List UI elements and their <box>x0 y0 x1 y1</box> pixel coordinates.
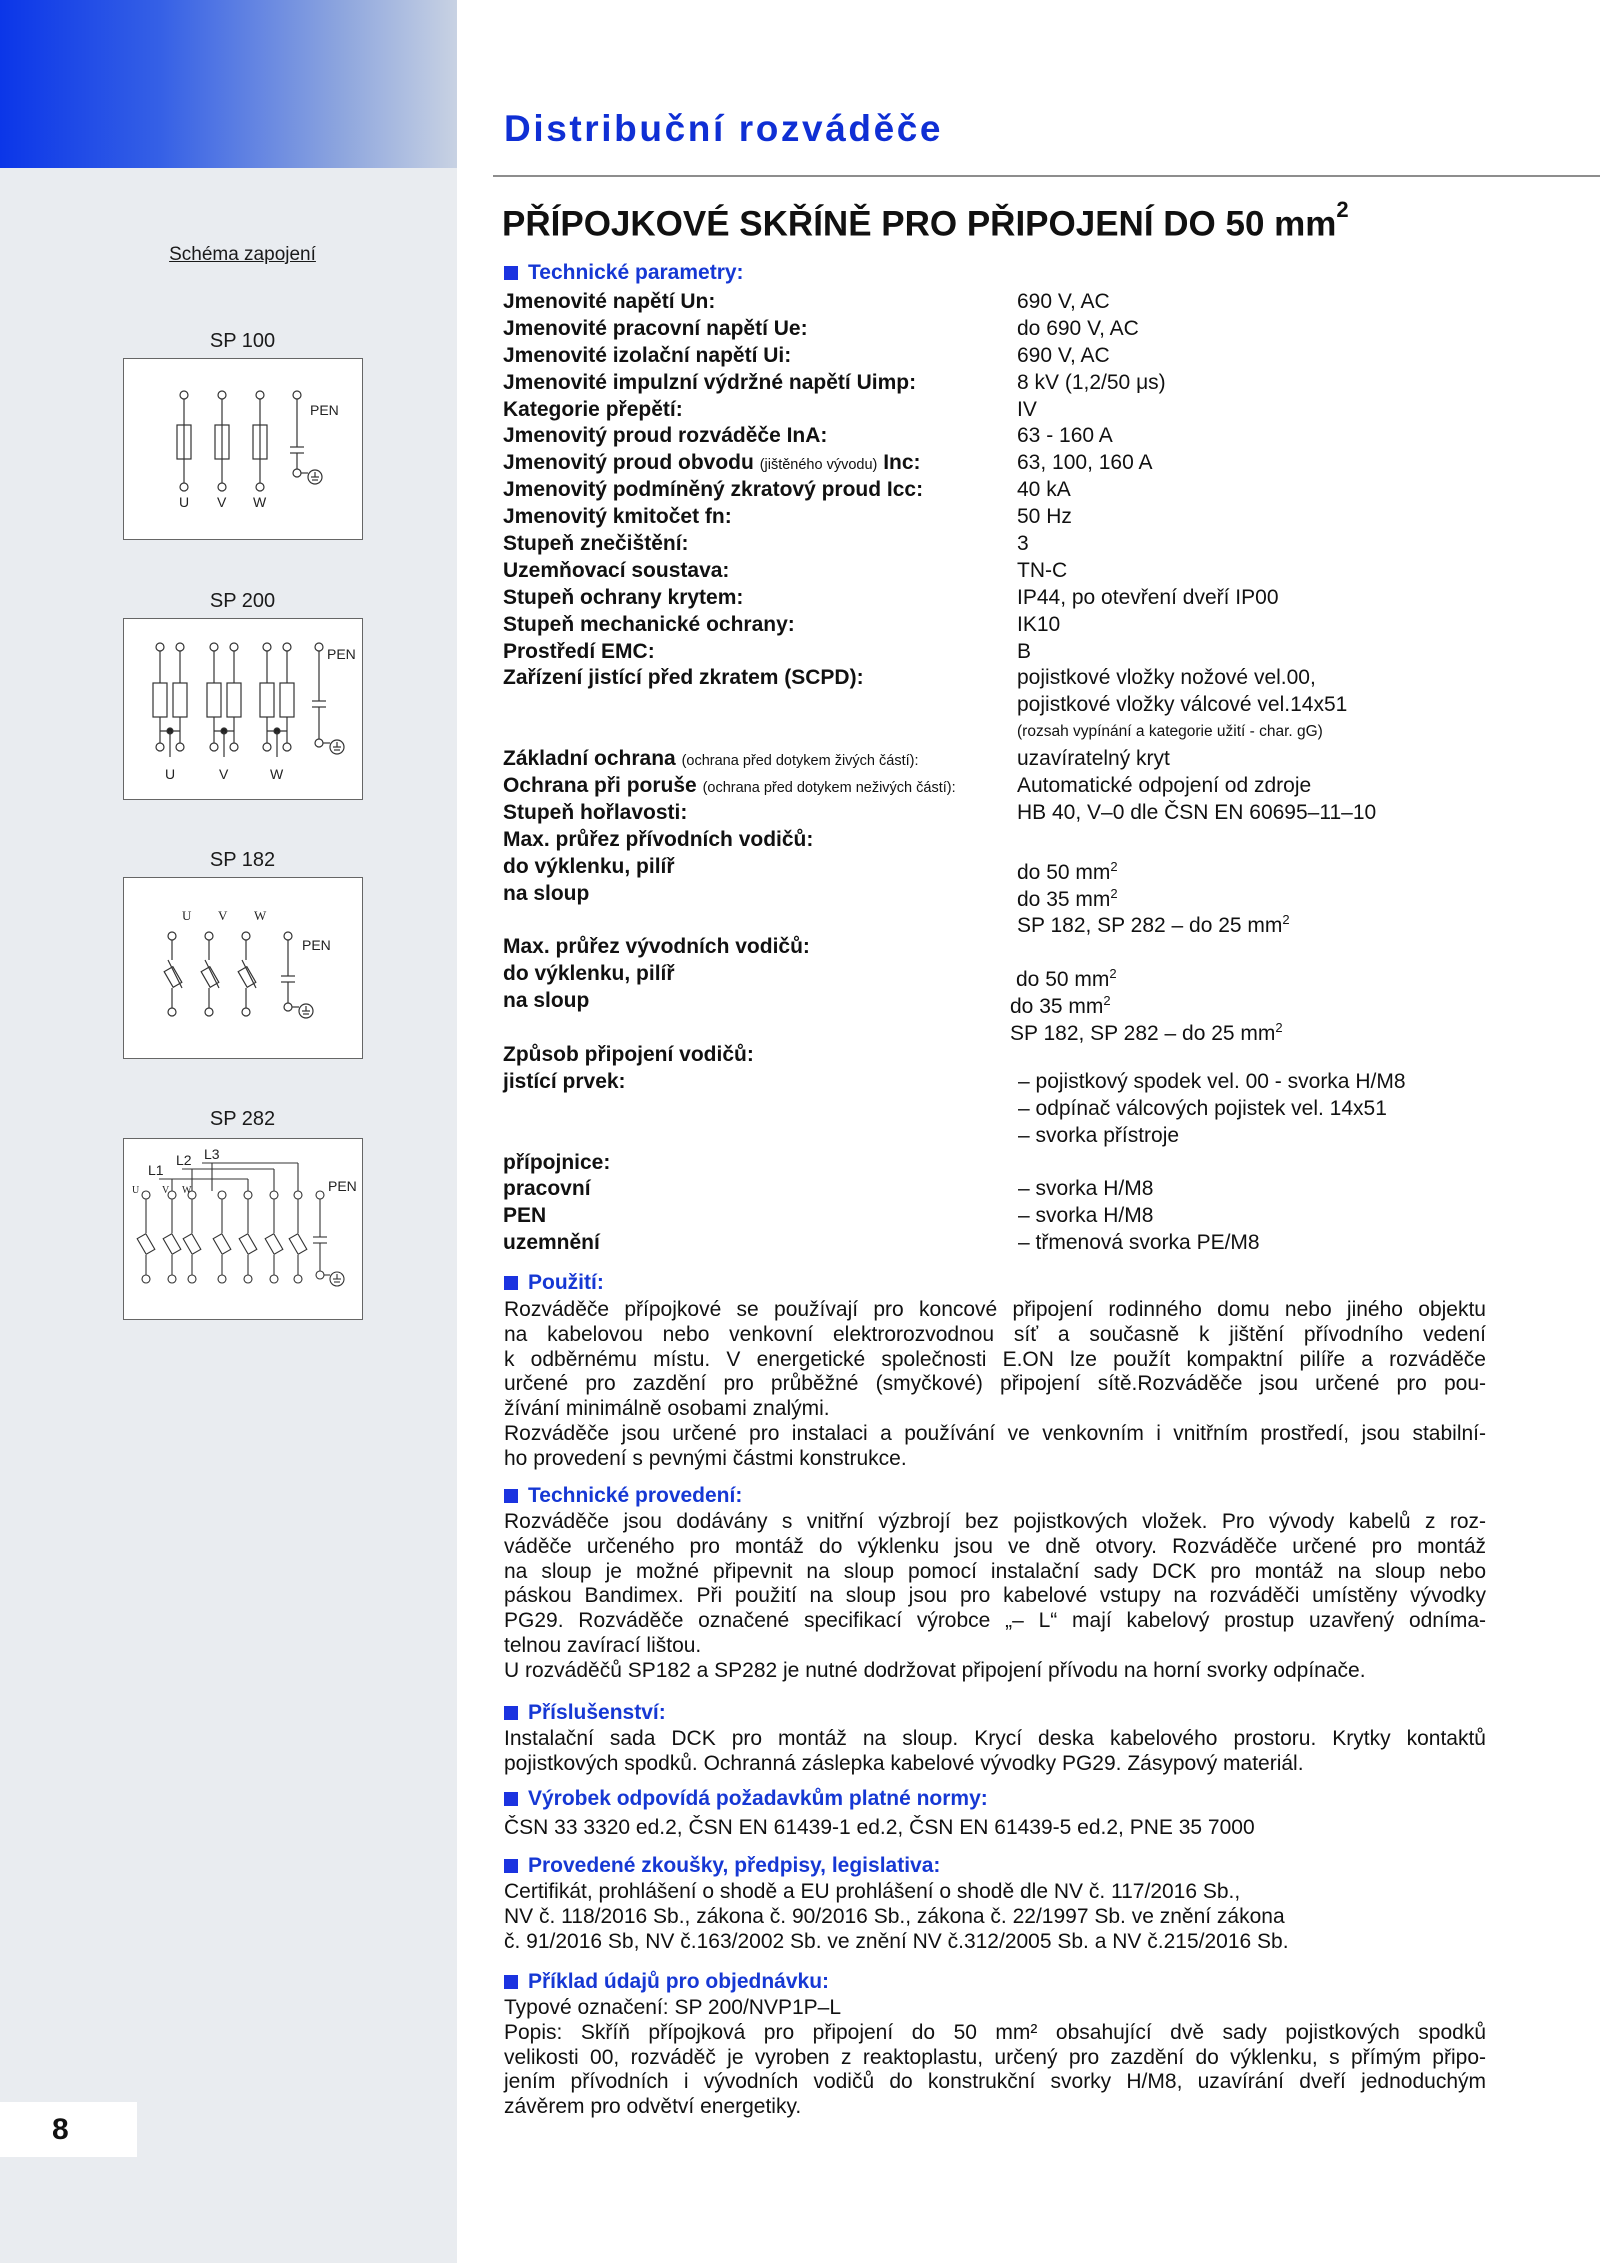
spec-value: 50 Hz <box>1017 505 1072 529</box>
paragraph-prislusenstvi <box>504 1727 1486 1777</box>
spec-value: – svorka H/M8 <box>1018 1204 1154 1228</box>
text-line: pojistkových spodků. Ochranná záslepka kabelové vývodky PG29. Zásypový materiál. <box>504 1751 1304 1775</box>
spec-label: Prostředí EMC: <box>503 639 655 663</box>
spec-value: pojistkové vložky válcové vel.14x51 <box>1017 693 1348 717</box>
line-label-l3: L3 <box>204 1146 220 1162</box>
diagram-label-sp200: SP 200 <box>209 590 276 612</box>
spec-label: Způsob připojení vodičů: <box>503 1042 754 1066</box>
wiring-diagram-sp200 <box>124 619 362 799</box>
spec-label: na sloup <box>503 881 590 905</box>
spec-row <box>503 933 1503 960</box>
spec-value: uzavíratelný kryt <box>1017 747 1170 771</box>
spec-value: 3 <box>1017 532 1029 556</box>
spec-label: do výklenku, pilíř <box>503 962 675 986</box>
spec-value: IV <box>1017 397 1037 421</box>
diagram-label-sp100: SP 100 <box>209 330 276 352</box>
spec-label: Jmenovitý proud rozváděče InA: <box>503 424 828 448</box>
page-title-superscript: 2 <box>1336 197 1349 222</box>
header-gradient-band <box>0 0 457 168</box>
spec-row <box>503 638 1503 665</box>
spec-label: do výklenku, pilíř <box>503 854 675 878</box>
spec-label: Zařízení jistící před zkratem (SCPD): <box>503 666 864 690</box>
text-line: Rozváděče přípojkové se používají pro koncové připojení rodinného domu nebo jiného objektu <box>504 1298 1486 1321</box>
text-line: jením přívodních i vývodních vodičů do konstrukční svorky H/M8, uzavírání dveří jednoduchým <box>504 2070 1486 2094</box>
terminal-label-u: U <box>132 1185 140 1196</box>
text-line: váděče určeného pro montáž do výklenku jsou ve dně otvory. Rozváděče určené pro montáž <box>504 1534 1486 1558</box>
spec-label: Kategorie přepětí: <box>503 397 683 421</box>
spec-value: do 50 $mm^2$ <box>1016 966 1117 992</box>
spec-row <box>503 530 1503 557</box>
spec-value: – svorka H/M8 <box>1018 1177 1154 1201</box>
spec-label: Jmenovité izolační napětí Ui: <box>503 343 792 367</box>
spec-row <box>503 906 1503 938</box>
text-line: na kabelovou nebo venkovní elektrorozvodnou síť a současně k jištění přívodního vedení <box>504 1322 1486 1346</box>
spec-row <box>503 342 1503 369</box>
spec-row <box>503 1041 1503 1068</box>
spec-label: Stupeň ochrany krytem: <box>503 585 744 609</box>
spec-row <box>503 880 1503 911</box>
spec-row <box>503 503 1503 530</box>
diagram-sp100 <box>123 358 363 540</box>
diagram-sp282 <box>123 1138 363 1320</box>
spec-label: Stupeň mechanické ochrany: <box>503 612 795 636</box>
spec-value: do 35 $mm^2$ <box>1010 993 1111 1019</box>
spec-value: IP44, po otevření dveří IP00 <box>1017 585 1279 609</box>
text-line: NV č. 118/2016 Sb., zákona č. 90/2016 Sb., zákona č. 22/1997 Sb. ve znění zákona <box>504 1904 1285 1928</box>
paragraph-technicke-provedeni <box>504 1510 1486 1684</box>
spec-row <box>503 826 1503 853</box>
text-line: závěrem pro odvětví energetiky. <box>504 2095 802 2119</box>
spec-value: – třmenová svorka PE/M8 <box>1018 1231 1260 1255</box>
spec-row <box>503 691 1503 718</box>
spec-row <box>503 611 1503 638</box>
text-line: ho provedení s pevnými částmi konstrukce. <box>504 1446 907 1470</box>
text-line: Rozváděče jsou dodávány s vnitřní výzbrojí bez pojistkových vložek. Pro vývody kabelů z roz- <box>504 1510 1486 1533</box>
spec-row <box>503 1122 1503 1149</box>
spec-value: pojistkové vložky nožové vel.00, <box>1017 666 1316 690</box>
heading-technical-parameters: Technické parametry: <box>504 261 744 285</box>
spec-row <box>503 1095 1503 1122</box>
text-line: Typové označení: SP 200/NVP1P–L <box>504 1996 842 2019</box>
wiring-diagram-sp100 <box>124 359 362 539</box>
spec-value: Automatické odpojení od zdroje <box>1017 774 1312 798</box>
page-title-text: PŘÍPOJKOVÉ SKŘÍNĚ PRO PŘIPOJENÍ DO 50 mm <box>502 204 1337 244</box>
terminal-label-w: W <box>182 1185 192 1196</box>
spec-value: – svorka přístroje <box>1018 1123 1180 1147</box>
text-line: č. 91/2016 Sb, NV č.163/2002 Sb. ve znění NV č.312/2005 Sb. a NV č.215/2016 Sb. <box>504 1929 1289 1953</box>
sidebar <box>0 0 457 2263</box>
text-line: Rozváděče jsou určené pro instalaci a používání ve venkovním i vnitřním prostředí, jsou stabilní- <box>504 1421 1486 1445</box>
line-label-l2: L2 <box>176 1152 192 1168</box>
spec-label: Jmenovitý proud obvodu (jištěného vývodu) Inc: <box>503 451 921 475</box>
text-line: telnou zavírací lištou. <box>504 1633 702 1657</box>
text-line: Popis: Skříň přípojková pro připojení do 50 mm² obsahující dvě sady pojistkových spodků <box>504 2020 1486 2044</box>
spec-row <box>503 449 1503 476</box>
spec-row <box>503 853 1503 884</box>
line-label-l1: L1 <box>148 1162 164 1178</box>
spec-label: Uzemňovací soustava: <box>503 558 730 582</box>
spec-row <box>503 987 1503 1019</box>
diagram-label-sp282: SP 282 <box>209 1108 276 1130</box>
spec-row <box>503 664 1503 691</box>
spec-row <box>503 718 1503 745</box>
technical-parameters-list <box>503 288 1503 1256</box>
text-line: PG29. Rozváděče označené specifikací výrobce „– L“ mají kabelový prostup uzavřený odníma- <box>504 1609 1486 1633</box>
spec-label: přípojnice: <box>503 1150 611 1174</box>
heading-technicke-provedeni: Technické provedení: <box>504 1484 742 1508</box>
spec-value: (rozsah vypínání a kategorie užití - char. gG) <box>1017 723 1323 741</box>
spec-value: HB 40, V–0 dle ČSN EN 60695–11–10 <box>1017 800 1377 824</box>
spec-label: uzemnění <box>503 1231 600 1255</box>
spec-row <box>503 557 1503 584</box>
spec-value: 690 V, AC <box>1017 290 1110 313</box>
terminal-label-w: W <box>253 494 267 510</box>
spec-label: Jmenovité pracovní napětí Ue: <box>503 316 808 340</box>
terminal-label-v: V <box>218 908 228 923</box>
spec-label: Jmenovitý kmitočet fn: <box>503 505 732 529</box>
spec-label: PEN <box>503 1204 547 1228</box>
diagram-sp182 <box>123 877 363 1059</box>
spec-value: do 50 $mm^2$ <box>1017 858 1118 884</box>
text-line: k odběrnému místu. V energetické společnosti E.ON lze použít kompaktní pilíře a rozváděče <box>504 1347 1486 1371</box>
terminal-label-v: V <box>217 494 227 510</box>
spec-row <box>503 1068 1503 1095</box>
section-header-title: Distribuční rozváděče <box>504 108 944 149</box>
spec-row <box>503 960 1503 992</box>
spec-value: 63, 100, 160 A <box>1017 451 1153 475</box>
pen-label: PEN <box>310 402 339 418</box>
pen-label: PEN <box>302 937 331 953</box>
spec-label: pracovní <box>503 1177 591 1201</box>
header-divider <box>493 175 1600 177</box>
text-line: ČSN 33 3320 ed.2, ČSN EN 61439-1 ed.2, ČSN EN 61439-5 ed.2, PNE 35 7000 <box>504 1816 1255 1839</box>
spec-value: 690 V, AC <box>1017 343 1110 367</box>
text-line: Certifikát, prohlášení o shodě a EU prohlášení o shodě dle NV č. 117/2016 Sb., <box>504 1880 1241 1903</box>
spec-label: Stupeň znečištění: <box>503 532 689 556</box>
page-title <box>502 197 1349 245</box>
spec-row <box>503 745 1503 772</box>
spec-value: – pojistkový spodek vel. 00 - svorka H/M8 <box>1018 1069 1406 1093</box>
spec-value: SP 182, SP 282 – do 25 $mm^2$ <box>1017 912 1290 938</box>
wiring-diagram-sp182 <box>124 878 362 1058</box>
spec-label: Ochrana při poruše (ochrana před dotykem neživých částí): <box>503 774 956 798</box>
text-line: žívání minimálně osobami znalými. <box>504 1397 830 1421</box>
pen-label: PEN <box>327 646 356 662</box>
paragraph-pouziti <box>504 1298 1486 1472</box>
paragraph-priklad-objednavky <box>504 1996 1486 2120</box>
spec-value: SP 182, SP 282 – do 25 $mm^2$ <box>1010 1020 1283 1046</box>
spec-row <box>503 1149 1503 1176</box>
spec-row <box>503 288 1503 315</box>
text-line: U rozváděčů SP182 a SP282 je nutné dodržovat připojení přívodu na horní svorky odpínače. <box>504 1658 1366 1682</box>
spec-value: 8 kV (1,2/50 μs) <box>1017 370 1166 394</box>
terminal-label-u: U <box>179 494 190 510</box>
terminal-label-v: V <box>219 766 229 782</box>
spec-row <box>503 396 1503 423</box>
spec-value: 40 kA <box>1017 478 1071 502</box>
text-line: určené pro zazdění pro průběžné (smyčkové) připojení sítě.Rozváděče jsou určené pro pou- <box>504 1372 1486 1396</box>
pen-label: PEN <box>328 1178 357 1194</box>
spec-value: 63 - 160 A <box>1017 424 1113 448</box>
spec-row <box>503 369 1503 396</box>
heading-zkousky: Provedené zkoušky, předpisy, legislativa: <box>504 1854 940 1878</box>
spec-row <box>503 1202 1503 1229</box>
spec-value: IK10 <box>1017 612 1061 636</box>
heading-pouziti: Použití: <box>504 1271 604 1295</box>
diagram-sp200 <box>123 618 363 800</box>
terminal-label-w: W <box>270 766 284 782</box>
spec-label: Jmenovité napětí Un: <box>503 290 716 313</box>
spec-label: Stupeň hořlavosti: <box>503 800 688 824</box>
text-line: na sloup je možné připevnit na sloup pomocí instalační sady DCK pro montáž na sloup nebo <box>504 1559 1486 1583</box>
spec-row <box>503 1229 1503 1256</box>
spec-value: do 35 $mm^2$ <box>1017 885 1118 911</box>
spec-value: – odpínač válcových pojistek vel. 14x51 <box>1018 1096 1387 1120</box>
spec-label: Max. průřez přívodních vodičů: <box>503 827 814 851</box>
heading-normy: Výrobek odpovídá požadavkům platné normy: <box>504 1787 988 1811</box>
spec-row <box>503 772 1503 799</box>
spec-label: na sloup <box>503 989 590 1013</box>
spec-label: jistící prvek: <box>503 1069 626 1093</box>
spec-row <box>503 422 1503 449</box>
paragraph-normy <box>504 1816 1486 1841</box>
spec-row <box>503 1014 1503 1046</box>
spec-label: Jmenovitý podmíněný zkratový proud Icc: <box>503 478 924 502</box>
spec-label: Základní ochrana (ochrana před dotykem živých částí): <box>503 747 919 771</box>
heading-priklad-objednavky: Příklad údajů pro objednávku: <box>504 1970 829 1994</box>
spec-label: Jmenovité impulzní výdržné napětí Uimp: <box>503 370 917 394</box>
spec-value: do 690 V, AC <box>1017 316 1139 340</box>
text-line: Instalační sada DCK pro montáž na sloup. Krycí deska kabelového prostoru. Krytky kontaktů <box>504 1727 1486 1750</box>
spec-row <box>503 476 1503 503</box>
spec-value: B <box>1017 639 1032 663</box>
heading-prislusenstvi: Příslušenství: <box>504 1701 666 1725</box>
schema-title: Schéma zapojení <box>169 244 316 265</box>
diagram-label-sp182: SP 182 <box>209 849 276 871</box>
spec-row <box>503 1175 1503 1202</box>
spec-row <box>503 799 1503 826</box>
terminal-label-v: V <box>162 1185 170 1196</box>
text-line: páskou Bandimex. Při použití na sloup jsou pro kabelové vstupy na rozváděči umístěny vývodky <box>504 1584 1486 1608</box>
text-line: velikosti 00, rozváděč je vyroben z reaktoplastu, určený pro zazdění do výklenku, s přímým připo- <box>504 2045 1486 2069</box>
wiring-diagram-sp282 <box>124 1139 362 1319</box>
terminal-label-u: U <box>182 908 192 923</box>
terminal-label-w: W <box>254 908 267 923</box>
page-number: 8 <box>0 2102 137 2157</box>
spec-row <box>503 315 1503 342</box>
spec-label: Max. průřez vývodních vodičů: <box>503 935 810 959</box>
spec-row <box>503 584 1503 611</box>
spec-value: TN-C <box>1017 558 1068 582</box>
terminal-label-u: U <box>165 766 176 782</box>
paragraph-zkousky <box>504 1880 1486 1954</box>
